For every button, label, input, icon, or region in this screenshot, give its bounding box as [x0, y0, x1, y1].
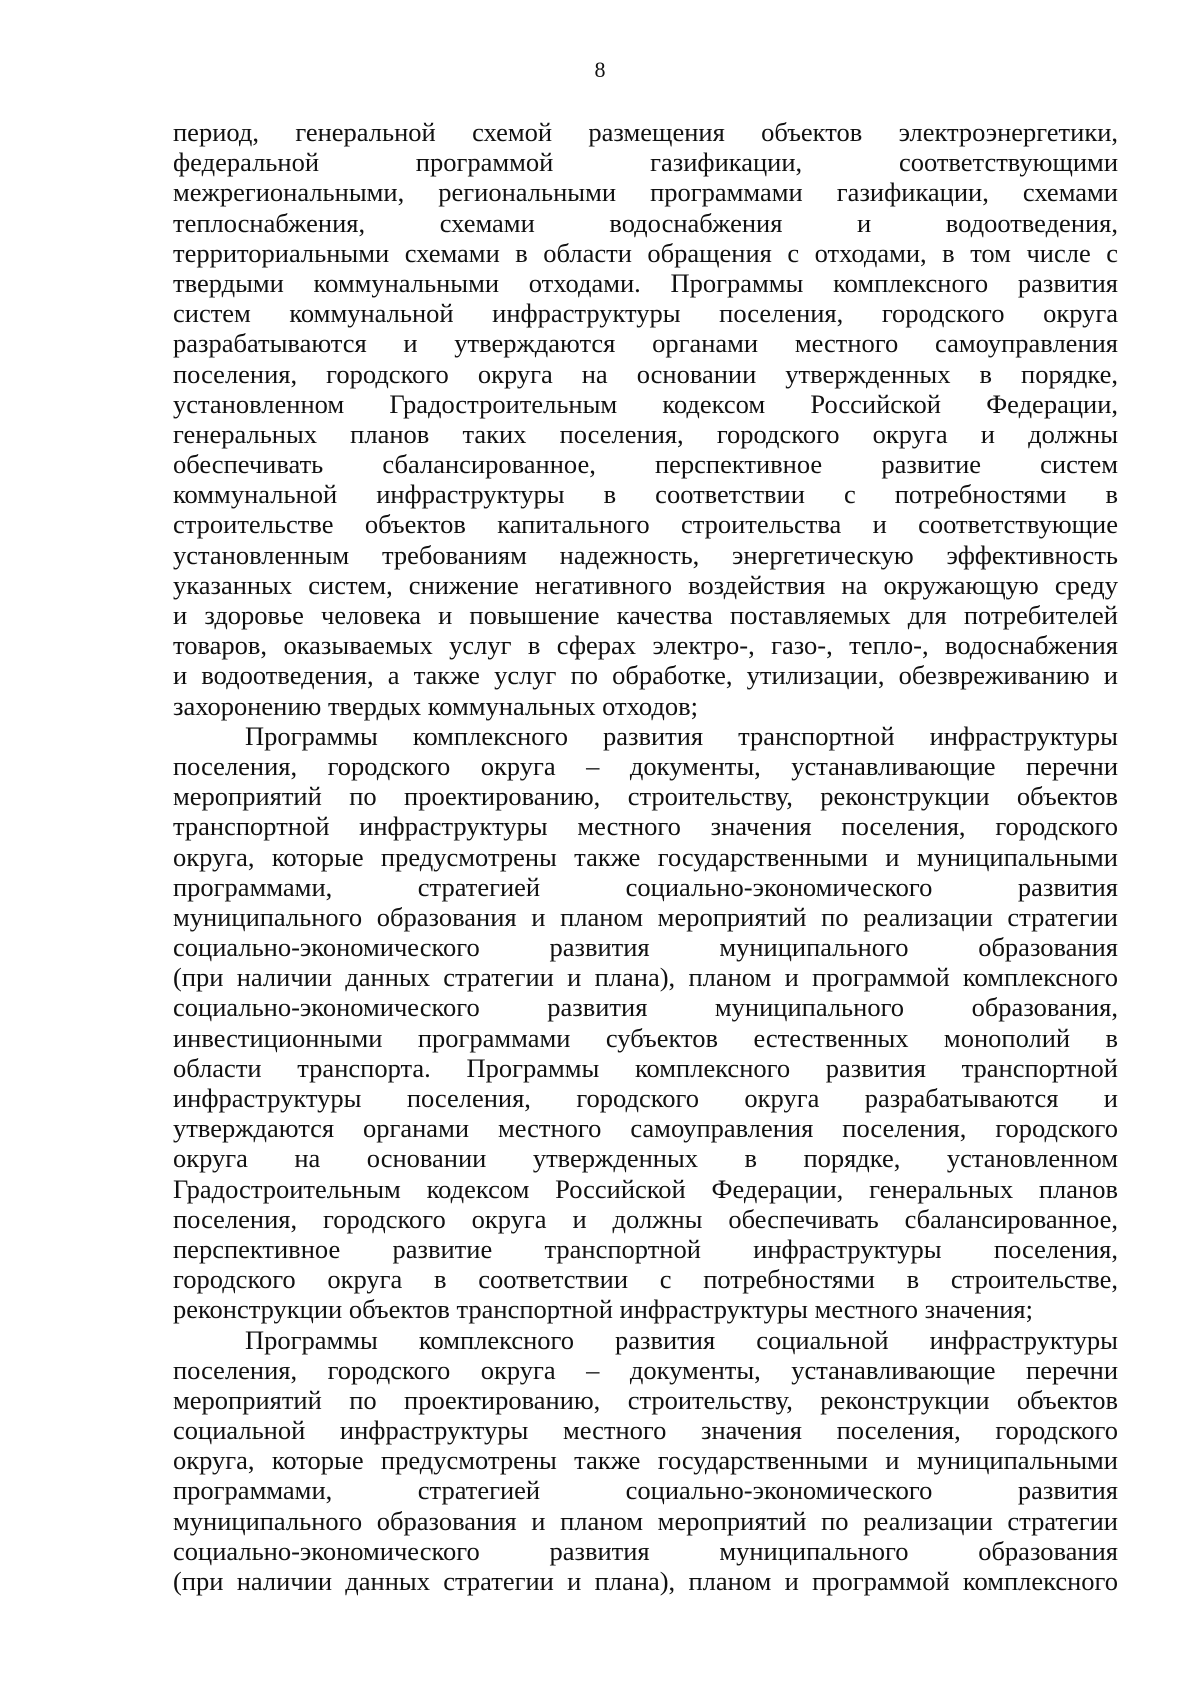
paragraph-social-infrastructure — [173, 1325, 1118, 1597]
document-body — [173, 117, 1118, 1596]
text-line: поселения, городского округа на основании утвержденных в порядке, — [173, 358, 1118, 389]
paragraph-transport-infrastructure — [173, 721, 1118, 1325]
text-line: федеральной программой газификации, соответствующими — [173, 147, 1118, 178]
text-line: территориальными схемами в области обращения с отходами, в том числе с — [173, 237, 1118, 268]
text-line: разрабатываются и утверждаются органами местного самоуправления — [173, 328, 1118, 359]
text-line: (при наличии данных стратегии и плана), планом и программой комплексного — [173, 962, 1118, 993]
text-line: социальной инфраструктуры местного значения поселения, городского — [173, 1415, 1118, 1446]
text-line: программами, стратегией социально-экономического развития — [173, 1475, 1118, 1506]
text-line: реконструкции объектов транспортной инфраструктуры местного значения; — [173, 1294, 1033, 1325]
text-line: установленном Градостроительным кодексом Российской Федерации, — [173, 388, 1118, 419]
text-line: перспективное развитие транспортной инфраструктуры поселения, — [173, 1233, 1118, 1264]
text-line: систем коммунальной инфраструктуры поселения, городского округа — [173, 298, 1118, 329]
text-line: захоронению твердых коммунальных отходов; — [173, 690, 698, 721]
text-line: теплоснабжения, схемами водоснабжения и водоотведения, — [173, 207, 1118, 238]
text-line: и водоотведения, а также услуг по обработке, утилизации, обезвреживанию и — [173, 660, 1118, 691]
text-line: Программы комплексного развития транспортной инфраструктуры — [245, 720, 1118, 751]
text-line: утверждаются органами местного самоуправления поселения, городского — [173, 1113, 1118, 1144]
text-line: области транспорта. Программы комплексного развития транспортной — [173, 1052, 1118, 1083]
text-line: мероприятий по проектированию, строительству, реконструкции объектов — [173, 781, 1118, 812]
text-line: и здоровье человека и повышение качества поставляемых для потребителей — [173, 600, 1118, 630]
text-line: твердыми коммунальными отходами. Программы комплексного развития — [173, 267, 1118, 298]
text-line: округа, которые предусмотрены также государственными и муниципальными — [173, 1445, 1118, 1476]
text-line: Программы комплексного развития социальной инфраструктуры — [245, 1324, 1118, 1355]
text-line: транспортной инфраструктуры местного значения поселения, городского — [173, 811, 1118, 842]
text-line: инвестиционными программами субъектов естественных монополий в — [173, 1022, 1118, 1053]
text-line: социально-экономического развития муниципального образования — [173, 1535, 1118, 1566]
text-line: строительстве объектов капитального строительства и соответствующие — [173, 509, 1118, 540]
text-line: округа на основании утвержденных в порядке, установленном — [173, 1143, 1118, 1174]
text-line: поселения, городского округа – документы, устанавливающие перечни — [173, 750, 1118, 781]
text-line: поселения, городского округа – документы, устанавливающие перечни — [173, 1354, 1118, 1385]
text-line: муниципального образования и планом мероприятий по реализации стратегии — [173, 1505, 1118, 1536]
text-line: период, генеральной схемой размещения объектов электроэнергетики, — [173, 117, 1118, 147]
text-line: муниципального образования и планом мероприятий по реализации стратегии — [173, 901, 1118, 932]
text-line: социально-экономического развития муниципального образования, — [173, 992, 1118, 1023]
text-line: городского округа в соответствии с потребностями в строительстве, — [173, 1264, 1118, 1295]
text-line: (при наличии данных стратегии и плана), планом и программой комплексного — [173, 1566, 1118, 1596]
text-line: поселения, городского округа и должны обеспечивать сбалансированное, — [173, 1203, 1118, 1234]
text-line: коммунальной инфраструктуры в соответствии с потребностями в — [173, 479, 1118, 510]
text-line: обеспечивать сбалансированное, перспективное развитие систем — [173, 449, 1118, 480]
text-line: мероприятий по проектированию, строительству, реконструкции объектов — [173, 1384, 1118, 1415]
text-line: указанных систем, снижение негативного воздействия на окружающую среду — [173, 569, 1118, 600]
text-line: Градостроительным кодексом Российской Федерации, генеральных планов — [173, 1173, 1118, 1204]
text-line: генеральных планов таких поселения, городского округа и должны — [173, 418, 1118, 449]
text-line: программами, стратегией социально-экономического развития — [173, 871, 1118, 902]
text-line: установленным требованиям надежность, энергетическую эффективность — [173, 539, 1118, 570]
text-line: межрегиональными, региональными программами газификации, схемами — [173, 177, 1118, 208]
page-number: 8 — [594, 57, 606, 82]
text-line: товаров, оказываемых услуг в сферах электро-, газо-, тепло-, водоснабжения — [173, 630, 1118, 661]
text-line: инфраструктуры поселения, городского округа разрабатываются и — [173, 1083, 1118, 1113]
text-line: округа, которые предусмотрены также государственными и муниципальными — [173, 841, 1118, 872]
text-line: социально-экономического развития муниципального образования — [173, 932, 1118, 963]
paragraph-communal-infrastructure — [173, 117, 1118, 721]
